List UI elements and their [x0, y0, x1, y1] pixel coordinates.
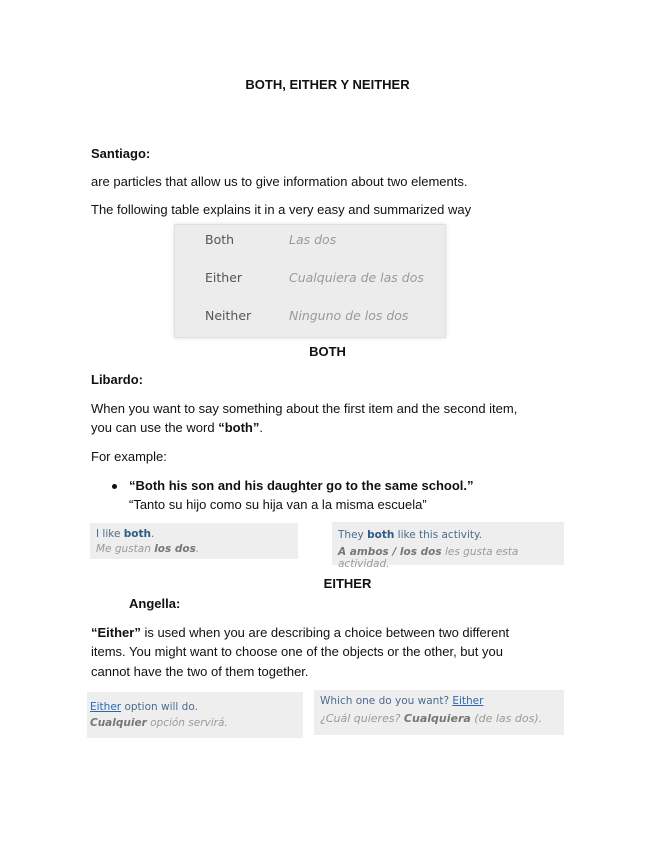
table-row — [175, 225, 445, 257]
both-example-box-2 — [332, 522, 564, 570]
table-term: Both — [205, 232, 235, 247]
example-english: Either option will do. — [90, 701, 198, 713]
table-translation: Cualquiera de las dos — [289, 270, 424, 285]
table-term: Neither — [205, 308, 252, 323]
both-author: Libardo: — [91, 372, 143, 387]
example-spanish: Me gustan los dos. — [96, 543, 200, 555]
table-row — [175, 301, 445, 333]
either-heading: EITHER — [323, 576, 372, 591]
example-spanish: A ambos / los dos les gusta esta actividad. — [338, 546, 519, 570]
either-paragraph-line-3: cannot have the two of them together. — [91, 664, 309, 679]
example-english: Which one do you want? Either — [320, 695, 484, 707]
either-example-box-1 — [87, 692, 303, 738]
example-english: They both like this activity. — [338, 529, 483, 541]
either-example-box-2 — [314, 690, 564, 735]
bullet-english: “Both his son and his daughter go to the same school.” — [129, 478, 474, 493]
either-paragraph-line-1: “Either” is used when you are describing a choice between two different — [91, 625, 510, 640]
example-spanish: ¿Cuál quieres? Cualquiera (de las dos). — [320, 712, 543, 725]
bullet-spanish: “Tanto su hijo como su hija van a la misma escuela” — [129, 497, 427, 512]
intro-line-2: The following table explains it in a very easy and summarized way — [91, 202, 472, 217]
table-term: Either — [205, 270, 243, 285]
table-translation: Ninguno de los dos — [289, 308, 409, 323]
bullet-dot — [112, 484, 117, 489]
summary-table — [174, 224, 446, 338]
both-heading: BOTH — [309, 344, 346, 359]
intro-author: Santiago: — [91, 146, 151, 161]
both-paragraph-line-2: you can use the word “both”. — [91, 420, 263, 435]
for-example-label: For example: — [91, 449, 167, 464]
page-title: BOTH, EITHER Y NEITHER — [245, 77, 410, 92]
example-english: I like both. — [96, 528, 155, 540]
either-author: Angella: — [129, 596, 181, 611]
table-row — [175, 263, 445, 295]
example-spanish: Cualquier opción servirá. — [90, 717, 228, 729]
either-paragraph-line-2: items. You might want to choose one of the objects or the other, but you — [91, 644, 503, 659]
table-translation: Las dos — [289, 232, 337, 247]
both-example-box-1 — [90, 523, 298, 559]
intro-line-1: are particles that allow us to give information about two elements. — [91, 174, 468, 189]
both-paragraph-line-1: When you want to say something about the first item and the second item, — [91, 401, 518, 416]
